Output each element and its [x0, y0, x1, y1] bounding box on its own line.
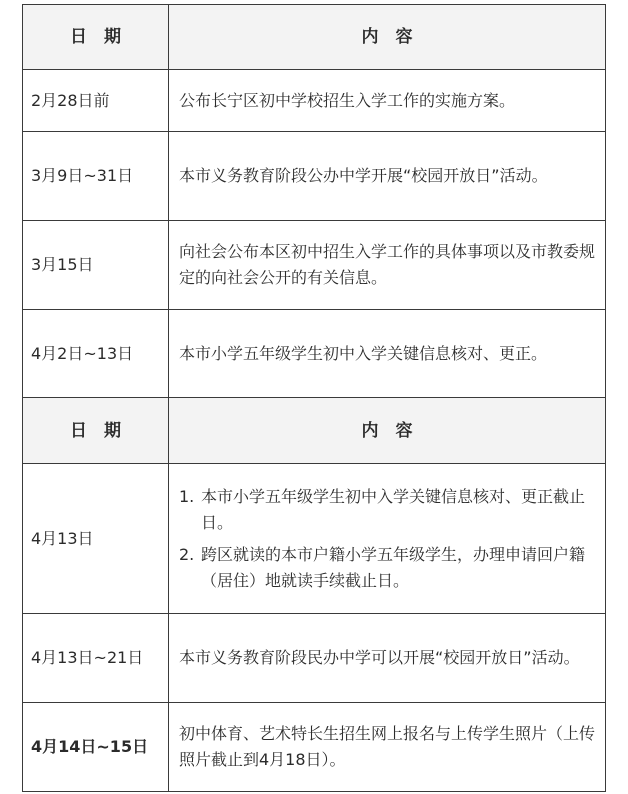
content-cell: 本市义务教育阶段民办中学可以开展“校园开放日”活动。 — [169, 614, 606, 703]
date-cell: 2月28日前 — [23, 70, 169, 132]
table-row — [23, 310, 606, 399]
table-row — [23, 221, 606, 310]
content-cell — [169, 464, 606, 614]
date-cell: 3月15日 — [23, 221, 169, 310]
list-item-number: 1. — [179, 486, 195, 506]
content-cell: 本市义务教育阶段公办中学开展“校园开放日”活动。 — [169, 132, 606, 221]
date-column-header: 日 期 — [23, 5, 169, 70]
table-header-row — [23, 398, 606, 464]
table-header-row — [23, 5, 606, 70]
list-item-text: 本市小学五年级学生初中入学关键信息核对、更正截止日。 — [201, 486, 586, 532]
date-cell: 3月9日~31日 — [23, 132, 169, 221]
content-column-header: 内 容 — [169, 5, 606, 70]
table-row — [23, 614, 606, 703]
list-item-number: 2. — [179, 544, 195, 564]
table-row — [23, 132, 606, 221]
date-cell: 4月13日 — [23, 464, 169, 614]
date-cell: 4月2日~13日 — [23, 310, 169, 399]
list-item — [179, 542, 597, 594]
content-cell: 公布长宁区初中学校招生入学工作的实施方案。 — [169, 70, 606, 132]
date-column-header: 日 期 — [23, 398, 169, 464]
date-cell: 4月13日~21日 — [23, 614, 169, 703]
schedule-table-first — [22, 4, 606, 399]
content-column-header: 内 容 — [169, 398, 606, 464]
content-cell: 向社会公布本区初中招生入学工作的具体事项以及市教委规定的向社会公开的有关信息。 — [169, 221, 606, 310]
table-row — [23, 464, 606, 614]
list-item-text: 跨区就读的本市户籍小学五年级学生，办理申请回户籍（居住）地就读手续截止日。 — [201, 544, 586, 590]
content-cell: 初中体育、艺术特长生招生网上报名与上传学生照片（上传照片截止到4月18日）。 — [169, 703, 606, 792]
table-row — [23, 703, 606, 792]
schedule-table-second — [22, 397, 606, 792]
date-cell: 4月14日~15日 — [23, 703, 169, 792]
list-item — [179, 484, 597, 536]
table-row — [23, 70, 606, 132]
content-cell: 本市小学五年级学生初中入学关键信息核对、更正。 — [169, 310, 606, 399]
